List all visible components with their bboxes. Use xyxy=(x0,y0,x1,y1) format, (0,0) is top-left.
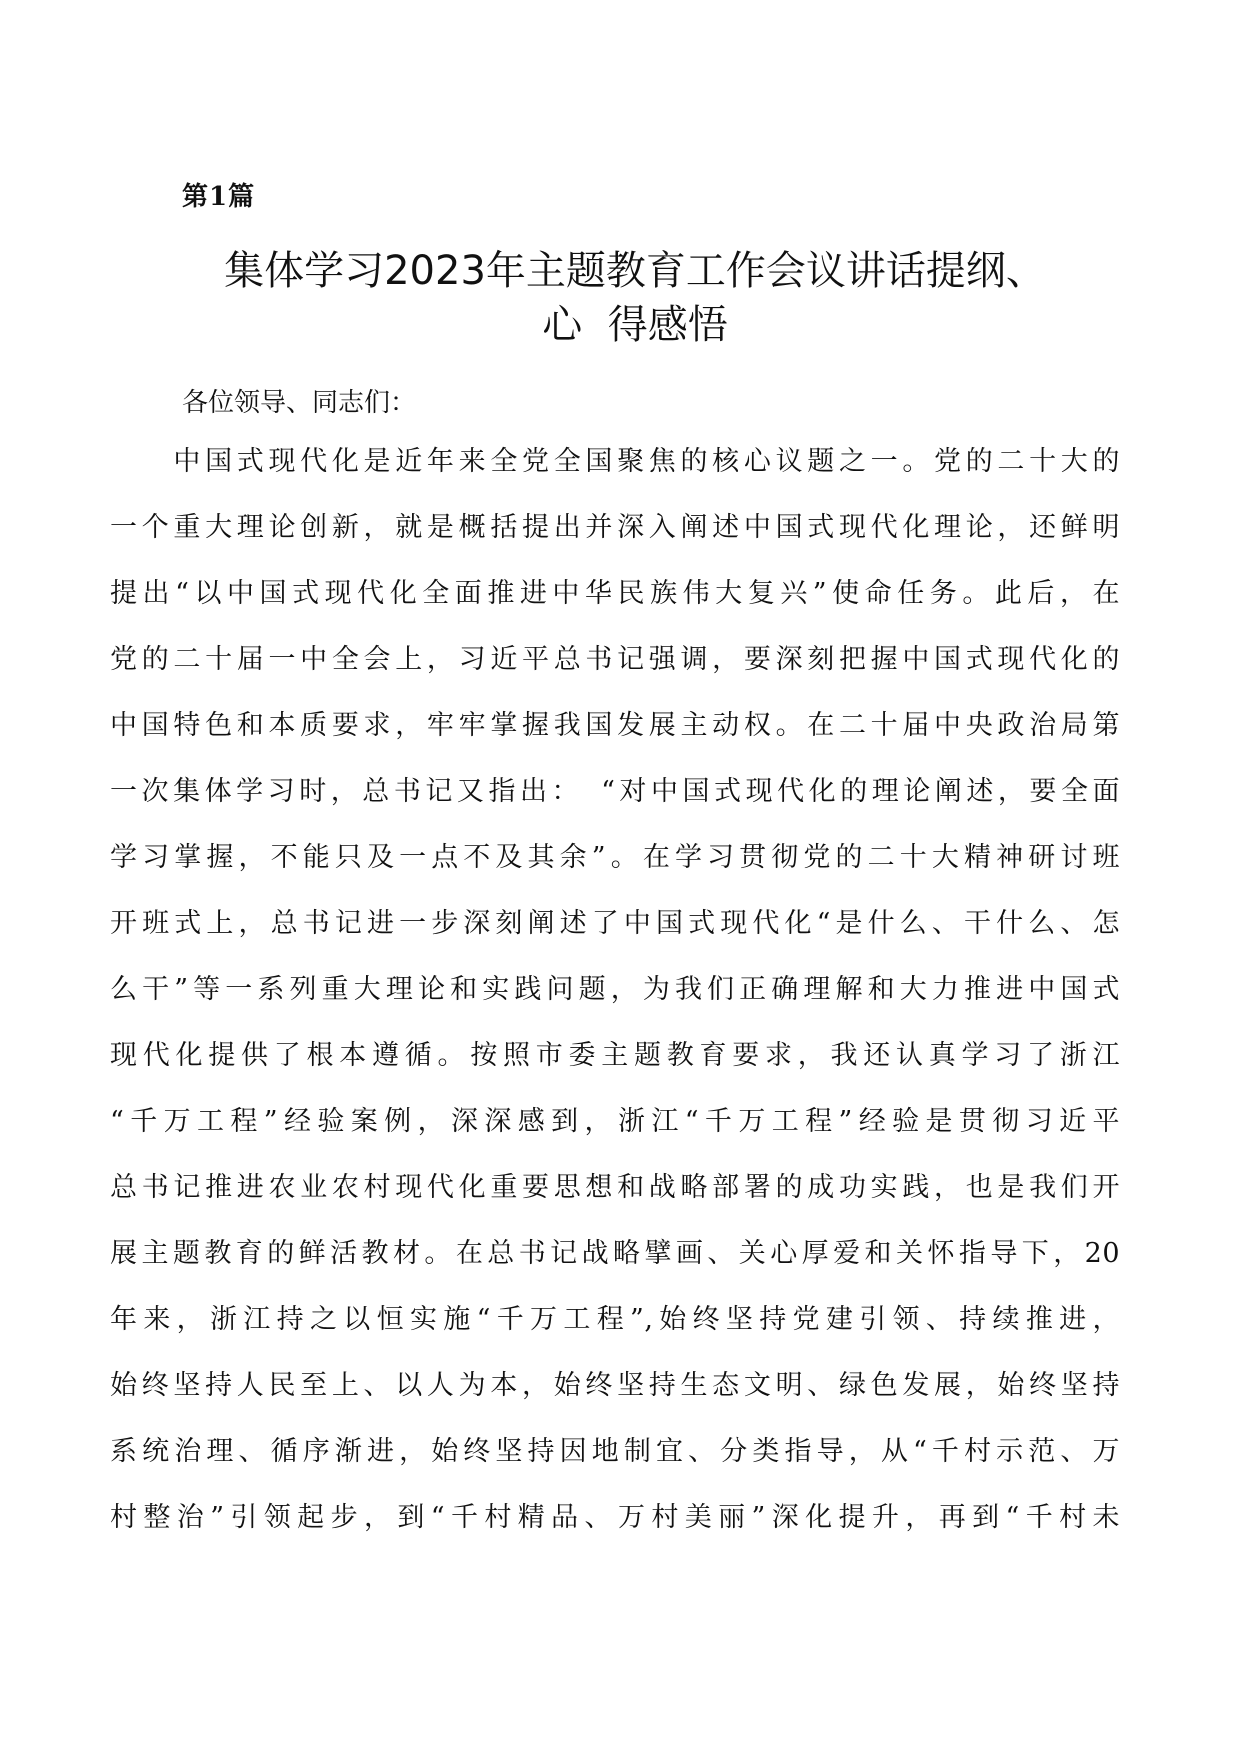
body-line: 中国特色和本质要求，牢牢掌握我国发展主动权。在二十届中央政治局第 xyxy=(110,710,1120,741)
body-line: 么干”等一系列重大理论和实践问题，为我们正确理解和大力推进中国式 xyxy=(110,974,1120,1005)
body-line: 开班式上，总书记进一步深刻阐述了中国式现代化“是什么、干什么、怎 xyxy=(110,908,1120,939)
body-line: 现代化提供了根本遵循。按照市委主题教育要求，我还认真学习了浙江 xyxy=(110,1040,1120,1071)
body-line: 始终坚持人民至上、以人为本，始终坚持生态文明、绿色发展，始终坚持 xyxy=(110,1370,1120,1401)
body-paragraph xyxy=(110,442,1120,1564)
body-line: 一个重大理论创新，就是概括提出并深入阐述中国式现代化理论，还鲜明 xyxy=(110,512,1120,543)
body-line: 展主题教育的鲜活教材。在总书记战略擘画、关心厚爱和关怀指导下，20 xyxy=(110,1238,1120,1269)
title-line-1: 集体学习2023年主题教育工作会议讲话提纲、 xyxy=(224,248,1046,294)
body-line: 系统治理、循序渐进，始终坚持因地制宜、分类指导，从“千村示范、万 xyxy=(110,1436,1120,1467)
body-line: 提出“以中国式现代化全面推进中华民族伟大复兴”使命任务。此后，在 xyxy=(110,578,1120,609)
body-line: 党的二十届一中全会上，习近平总书记强调，要深刻把握中国式现代化的 xyxy=(110,644,1120,675)
body-line: 一次集体学习时，总书记又指出： “对中国式现代化的理论阐述，要全面 xyxy=(110,776,1120,807)
body-line: 村整治”引领起步，到“千村精品、万村美丽”深化提升，再到“千村未 xyxy=(110,1502,1120,1533)
body-line: 学习掌握，不能只及一点不及其余”。在学习贯彻党的二十大精神研讨班 xyxy=(110,842,1120,873)
body-line: 年来，浙江持之以恒实施“千万工程”,始终坚持党建引领、持续推进， xyxy=(110,1304,1120,1335)
body-line: 中国式现代化是近年来全党全国聚焦的核心议题之一。党的二十大的 xyxy=(110,446,1120,477)
salutation: 各位领导、同志们： xyxy=(182,388,417,418)
document-title xyxy=(150,244,1120,352)
section-label: 第1篇 xyxy=(182,182,256,212)
body-line: 总书记推进农业农村现代化重要思想和战略部署的成功实践，也是我们开 xyxy=(110,1172,1120,1203)
body-line: “千万工程”经验案例，深深感到，浙江“千万工程”经验是贯彻习近平 xyxy=(110,1106,1120,1137)
title-line-2: 心 得感悟 xyxy=(542,302,728,348)
